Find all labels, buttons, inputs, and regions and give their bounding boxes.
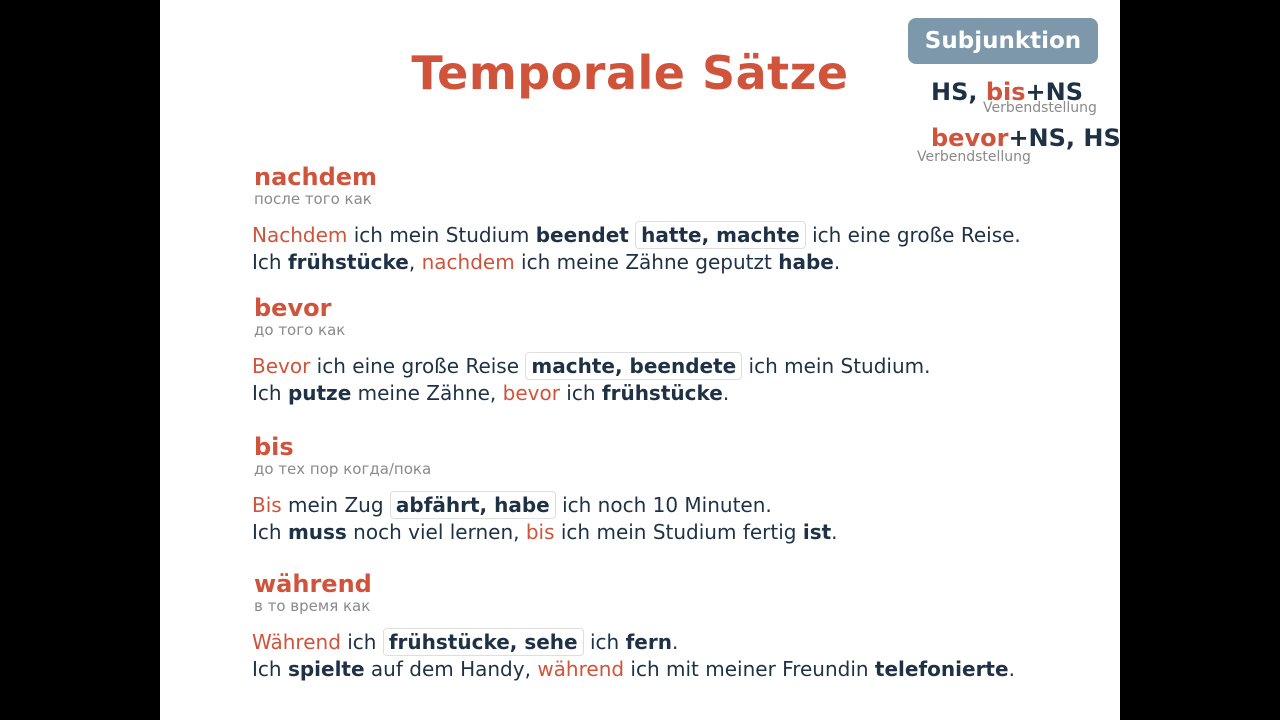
sentence-text: ich mein Studium	[347, 223, 536, 247]
rule-bevor	[931, 124, 1121, 152]
example-sentence	[252, 656, 1015, 682]
sentence-text: ich	[340, 630, 383, 654]
conjunction: während	[537, 657, 625, 681]
section-translation: после того как	[254, 190, 372, 208]
section-heading: bis	[254, 433, 294, 461]
example-sentence	[252, 249, 1021, 275]
section-heading: bevor	[254, 294, 332, 322]
rule-post: +NS	[1025, 78, 1084, 106]
sentence-text: ich noch 10 Minuten.	[555, 493, 772, 517]
slide	[160, 0, 1120, 720]
conjunction: nachdem	[421, 250, 515, 274]
sentence-text: .	[671, 630, 679, 654]
verb-bold: fern	[625, 630, 672, 654]
section-bis	[254, 434, 838, 545]
example-sentence	[252, 519, 838, 545]
sentence-text: ich mit meiner Freundin	[624, 657, 875, 681]
conjunction: Bevor	[252, 354, 311, 378]
example-sentence	[252, 628, 1015, 656]
section-bevor	[254, 295, 931, 406]
subjunktion-badge: Subjunktion	[908, 18, 1098, 64]
sentence-text: Ich	[252, 657, 288, 681]
verb-bold: ist	[802, 520, 832, 544]
verb-box: frühstücke, sehe	[383, 628, 584, 656]
section-translation: до тех пор когда/пока	[254, 460, 432, 478]
verb-box: machte, beendete	[525, 352, 742, 380]
verb-bold: frühstücke	[601, 381, 723, 405]
example-lines	[254, 352, 931, 406]
sentence-text: .	[722, 381, 730, 405]
sentence-text: auf dem Handy,	[364, 657, 538, 681]
sentence-text: Ich	[252, 520, 288, 544]
sentence-text: mein Zug	[281, 493, 390, 517]
verb-bold: putze	[287, 381, 352, 405]
sentence-text: Ich	[252, 250, 288, 274]
verb-bold: beendet	[535, 223, 629, 247]
rule-post: +NS, HS	[1008, 124, 1121, 152]
sentence-text: ich mein Studium fertig	[554, 520, 803, 544]
section-translation: в то время как	[254, 597, 371, 615]
example-lines	[254, 491, 838, 545]
sentence-text: .	[1008, 657, 1015, 681]
sentence-text: ich eine große Reise	[310, 354, 526, 378]
conjunction: Nachdem	[252, 223, 348, 247]
section-waehrend	[254, 571, 1015, 682]
conjunction: Bis	[252, 493, 282, 517]
sentence-text: Ich	[252, 381, 288, 405]
sentence-text: ich	[559, 381, 602, 405]
conjunction: Während	[252, 630, 341, 654]
sentence-text: ,	[408, 250, 422, 274]
rule-conjunction: bis	[985, 78, 1026, 106]
rule-hint: Verbendstellung	[983, 100, 1097, 116]
page-title: Temporale Sätze	[411, 46, 849, 100]
verb-bold: muss	[287, 520, 347, 544]
section-translation: до того как	[254, 321, 346, 339]
example-sentence	[252, 221, 1021, 249]
sentence-text: .	[831, 520, 838, 544]
verb-bold: spielte	[287, 657, 365, 681]
verb-bold: telefonierte	[874, 657, 1009, 681]
verb-box: hatte, machte	[635, 221, 806, 249]
sentence-text: ich mein Studium.	[742, 354, 931, 378]
example-sentence	[252, 352, 931, 380]
conjunction: bevor	[502, 381, 560, 405]
verb-box: abfährt, habe	[390, 491, 556, 519]
sentence-text: ich meine Zähne geputzt	[514, 250, 779, 274]
verb-bold: frühstücke	[287, 250, 409, 274]
sentence-text: ich eine große Reise.	[805, 223, 1021, 247]
rule-hint: Verbendstellung	[917, 149, 1031, 165]
section-heading: während	[254, 570, 372, 598]
sentence-text: noch viel lernen,	[346, 520, 526, 544]
rule-conjunction: bevor	[931, 124, 1009, 152]
sentence-text: ich	[583, 630, 626, 654]
sentence-text: meine Zähne,	[351, 381, 503, 405]
section-nachdem	[254, 164, 1021, 275]
rule-pre: HS,	[931, 78, 986, 106]
conjunction: bis	[525, 520, 555, 544]
sentence-text: .	[833, 250, 841, 274]
example-sentence	[252, 491, 838, 519]
example-lines	[254, 628, 1015, 682]
example-lines	[254, 221, 1021, 275]
section-heading: nachdem	[254, 163, 378, 191]
verb-bold: habe	[778, 250, 834, 274]
example-sentence	[252, 380, 931, 406]
